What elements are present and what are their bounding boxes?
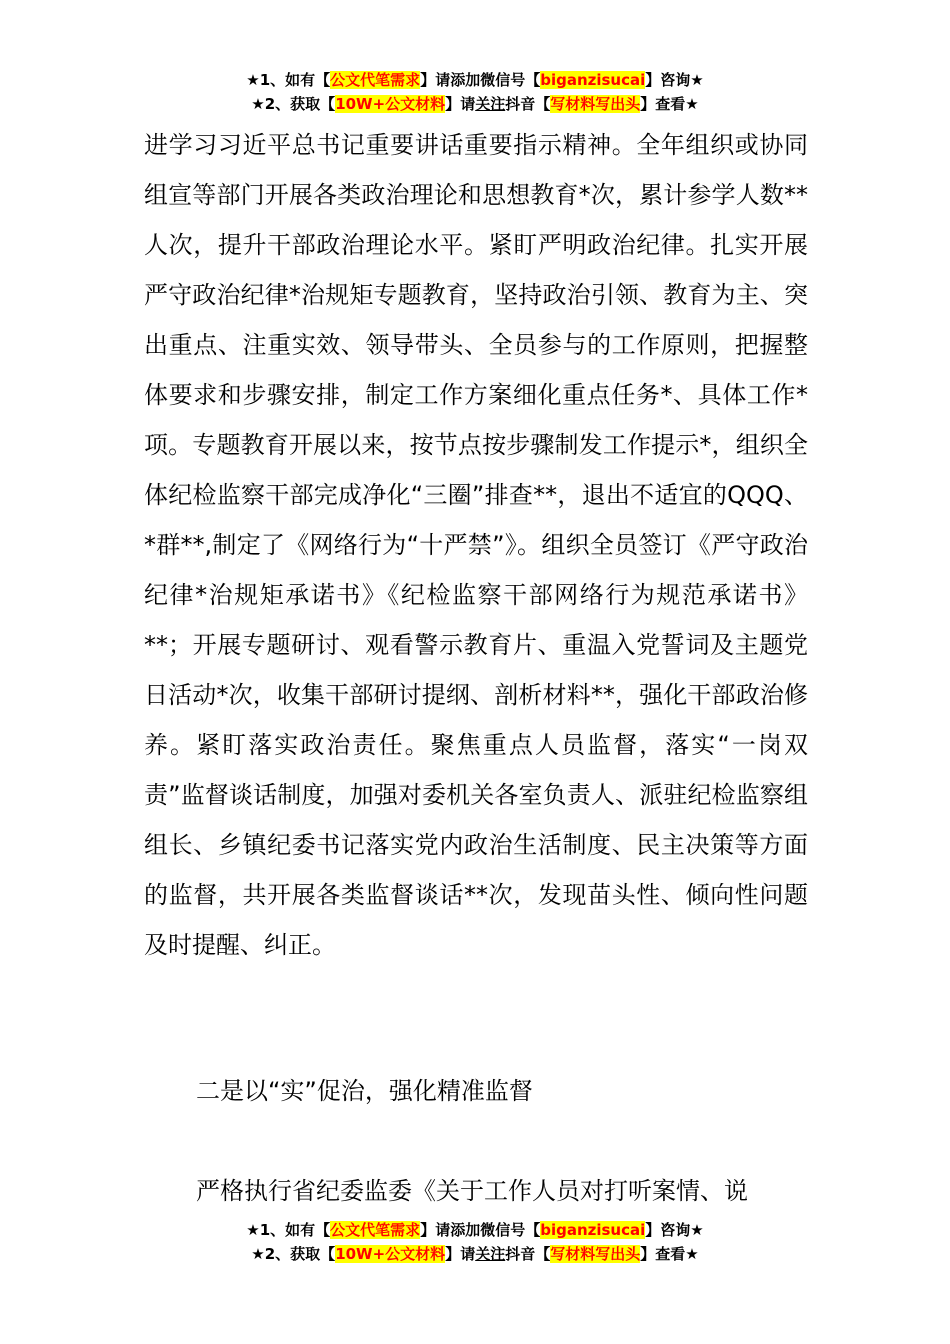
- promo-line-1: ★1、如有【公文代笔需求】请添加微信号【biganzisucai】咨询★: [246, 1221, 704, 1239]
- body-paragraph-2: 严格执行省纪委监委《关于工作人员对打听案情、说: [196, 1177, 748, 1205]
- douyin-highlight: 写材料写出头: [550, 1245, 641, 1263]
- promo-highlight: 公文代笔需求: [330, 1221, 421, 1239]
- wechat-id-highlight: biganzisucai: [540, 1221, 646, 1239]
- top-promo-banner: [0, 68, 950, 116]
- promo-line-2: ★2、获取【10W+公文材料】请关注抖音【写材料写出头】查看★: [251, 1245, 699, 1263]
- promo-line-1: ★1、如有【公文代笔需求】请添加微信号【biganzisucai】咨询★: [246, 71, 704, 89]
- body-paragraph-1: 进学习习近平总书记重要讲话重要指示精神。全年组织或协同组宣等部门开展各类政治理论和思想教育*次，累计参学人数**人次，提升干部政治理论水平。紧盯严明政治纪律。扎实开展严守政治纪律*治规矩专题教育，坚持政治引领、教育为主、突出重点、注重实效、领导带头、全员参与的工作原则，把握整体要求和步骤安排，制定工作方案细化重点任务*、具体工作*项。专题教育开展以来，按节点按步骤制发工作提示*，组织全体纪检监察干部完成净化“三圈”排查**，退出不适宜的QQQ、*群**,制定了《网络行为“十严禁”》。组织全员签订《严守政治纪律*治规矩承诺书》《纪检监察干部网络行为规范承诺书》**；开展专题研讨、观看警示教育片、重温入党誓词及主题党日活动*次，收集干部研讨提纲、剖析材料**，强化干部政治修养。紧盯落实政治责任。聚焦重点人员监督，落实“一岗双责”监督谈话制度，加强对委机关各室负责人、派驻纪检监察组组长、乡镇纪委书记落实党内政治生活制度、民主决策等方面的监督，共开展各类监督谈话**次，发现苗头性、倾向性问题及时提醒、纠正。: [144, 131, 808, 959]
- douyin-highlight: 写材料写出头: [550, 95, 641, 113]
- promo-highlight: 10W+公文材料: [335, 1245, 446, 1263]
- promo-highlight: 公文代笔需求: [330, 71, 421, 89]
- promo-line-2: ★2、获取【10W+公文材料】请关注抖音【写材料写出头】查看★: [251, 95, 699, 113]
- section-heading-2: 二是以“实”促治，强化精准监督: [196, 1077, 533, 1105]
- wechat-id-highlight: biganzisucai: [540, 71, 646, 89]
- promo-highlight: 10W+公文材料: [335, 95, 446, 113]
- bottom-promo-banner: [0, 1218, 950, 1266]
